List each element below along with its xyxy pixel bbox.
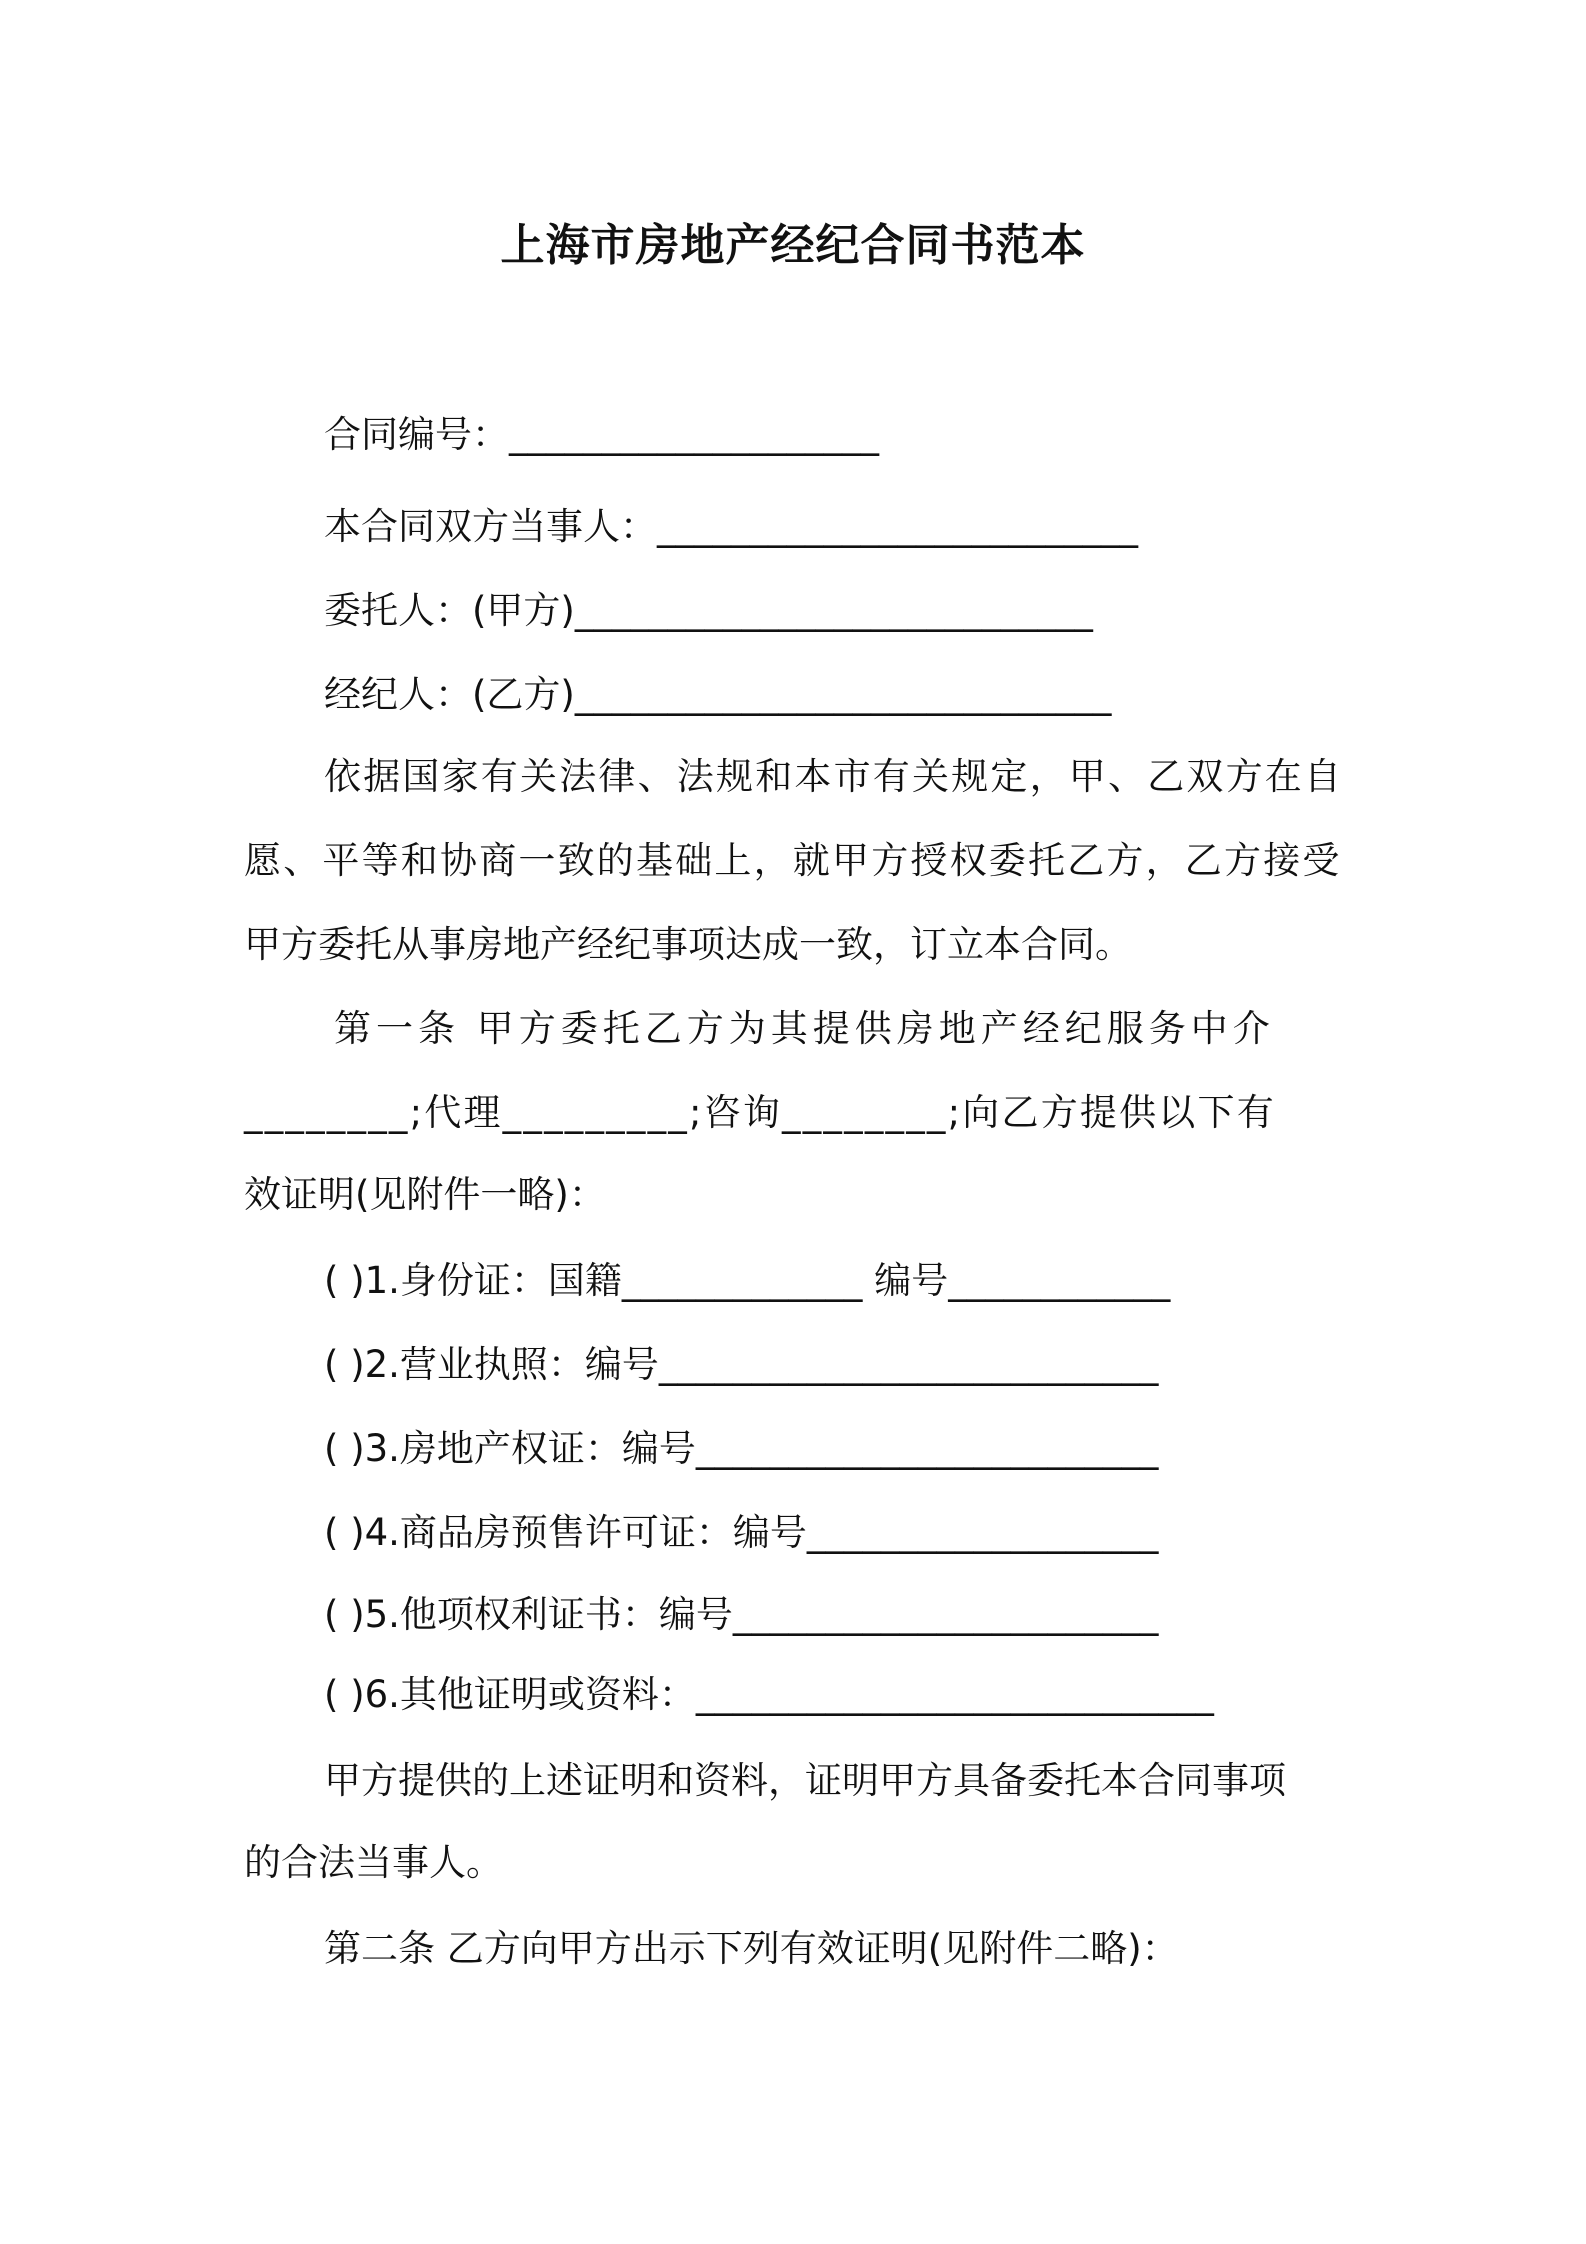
preamble-line-3: 甲方委托从事房地产经纪事项达成一致，订立本合同。 <box>244 923 1132 966</box>
item-4-presale-permit: ( )4.商品房预售许可证：编号___________________ <box>324 1511 1159 1554</box>
broker-line: 经纪人：(乙方)_____________________________ <box>324 673 1112 716</box>
preamble-line-2: 愿、平等和协商一致的基础上，就甲方授权委托乙方，乙方接受 <box>244 839 1342 882</box>
preamble-line-1: 依据国家有关法律、法规和本市有关规定，甲、乙双方在自 <box>324 755 1344 798</box>
document-title: 上海市房地产经纪合同书范本 <box>500 220 1086 271</box>
statement-line-1: 甲方提供的上述证明和资料，证明甲方具备委托本合同事项 <box>324 1759 1286 1802</box>
principal-line: 委托人：(甲方)____________________________ <box>324 589 1093 632</box>
article-1-line-2: ________;代理_________;咨询________;向乙方提供以下有 <box>244 1091 1276 1134</box>
item-3-property-certificate: ( )3.房地产权证：编号_________________________ <box>324 1427 1159 1470</box>
statement-line-2: 的合法当事人。 <box>244 1841 503 1884</box>
item-5-other-rights: ( )5.他项权利证书：编号_______________________ <box>324 1593 1159 1636</box>
contract-number-line: 合同编号：____________________ <box>324 413 879 456</box>
article-2-line-1: 第二条 乙方向甲方出示下列有效证明(见附件二略)： <box>324 1927 1179 1970</box>
parties-line: 本合同双方当事人：__________________________ <box>324 505 1138 548</box>
item-2-business-license: ( )2.营业执照：编号___________________________ <box>324 1343 1159 1386</box>
article-1-line-3: 效证明(见附件一略)： <box>244 1173 606 1216</box>
article-1-line-1: 第一条 甲方委托乙方为其提供房地产经纪服务中介 <box>334 1007 1275 1050</box>
item-6-other-documents: ( )6.其他证明或资料：____________________________ <box>324 1673 1214 1716</box>
item-1-id-card: ( )1.身份证：国籍_____________ 编号____________ <box>324 1259 1171 1302</box>
